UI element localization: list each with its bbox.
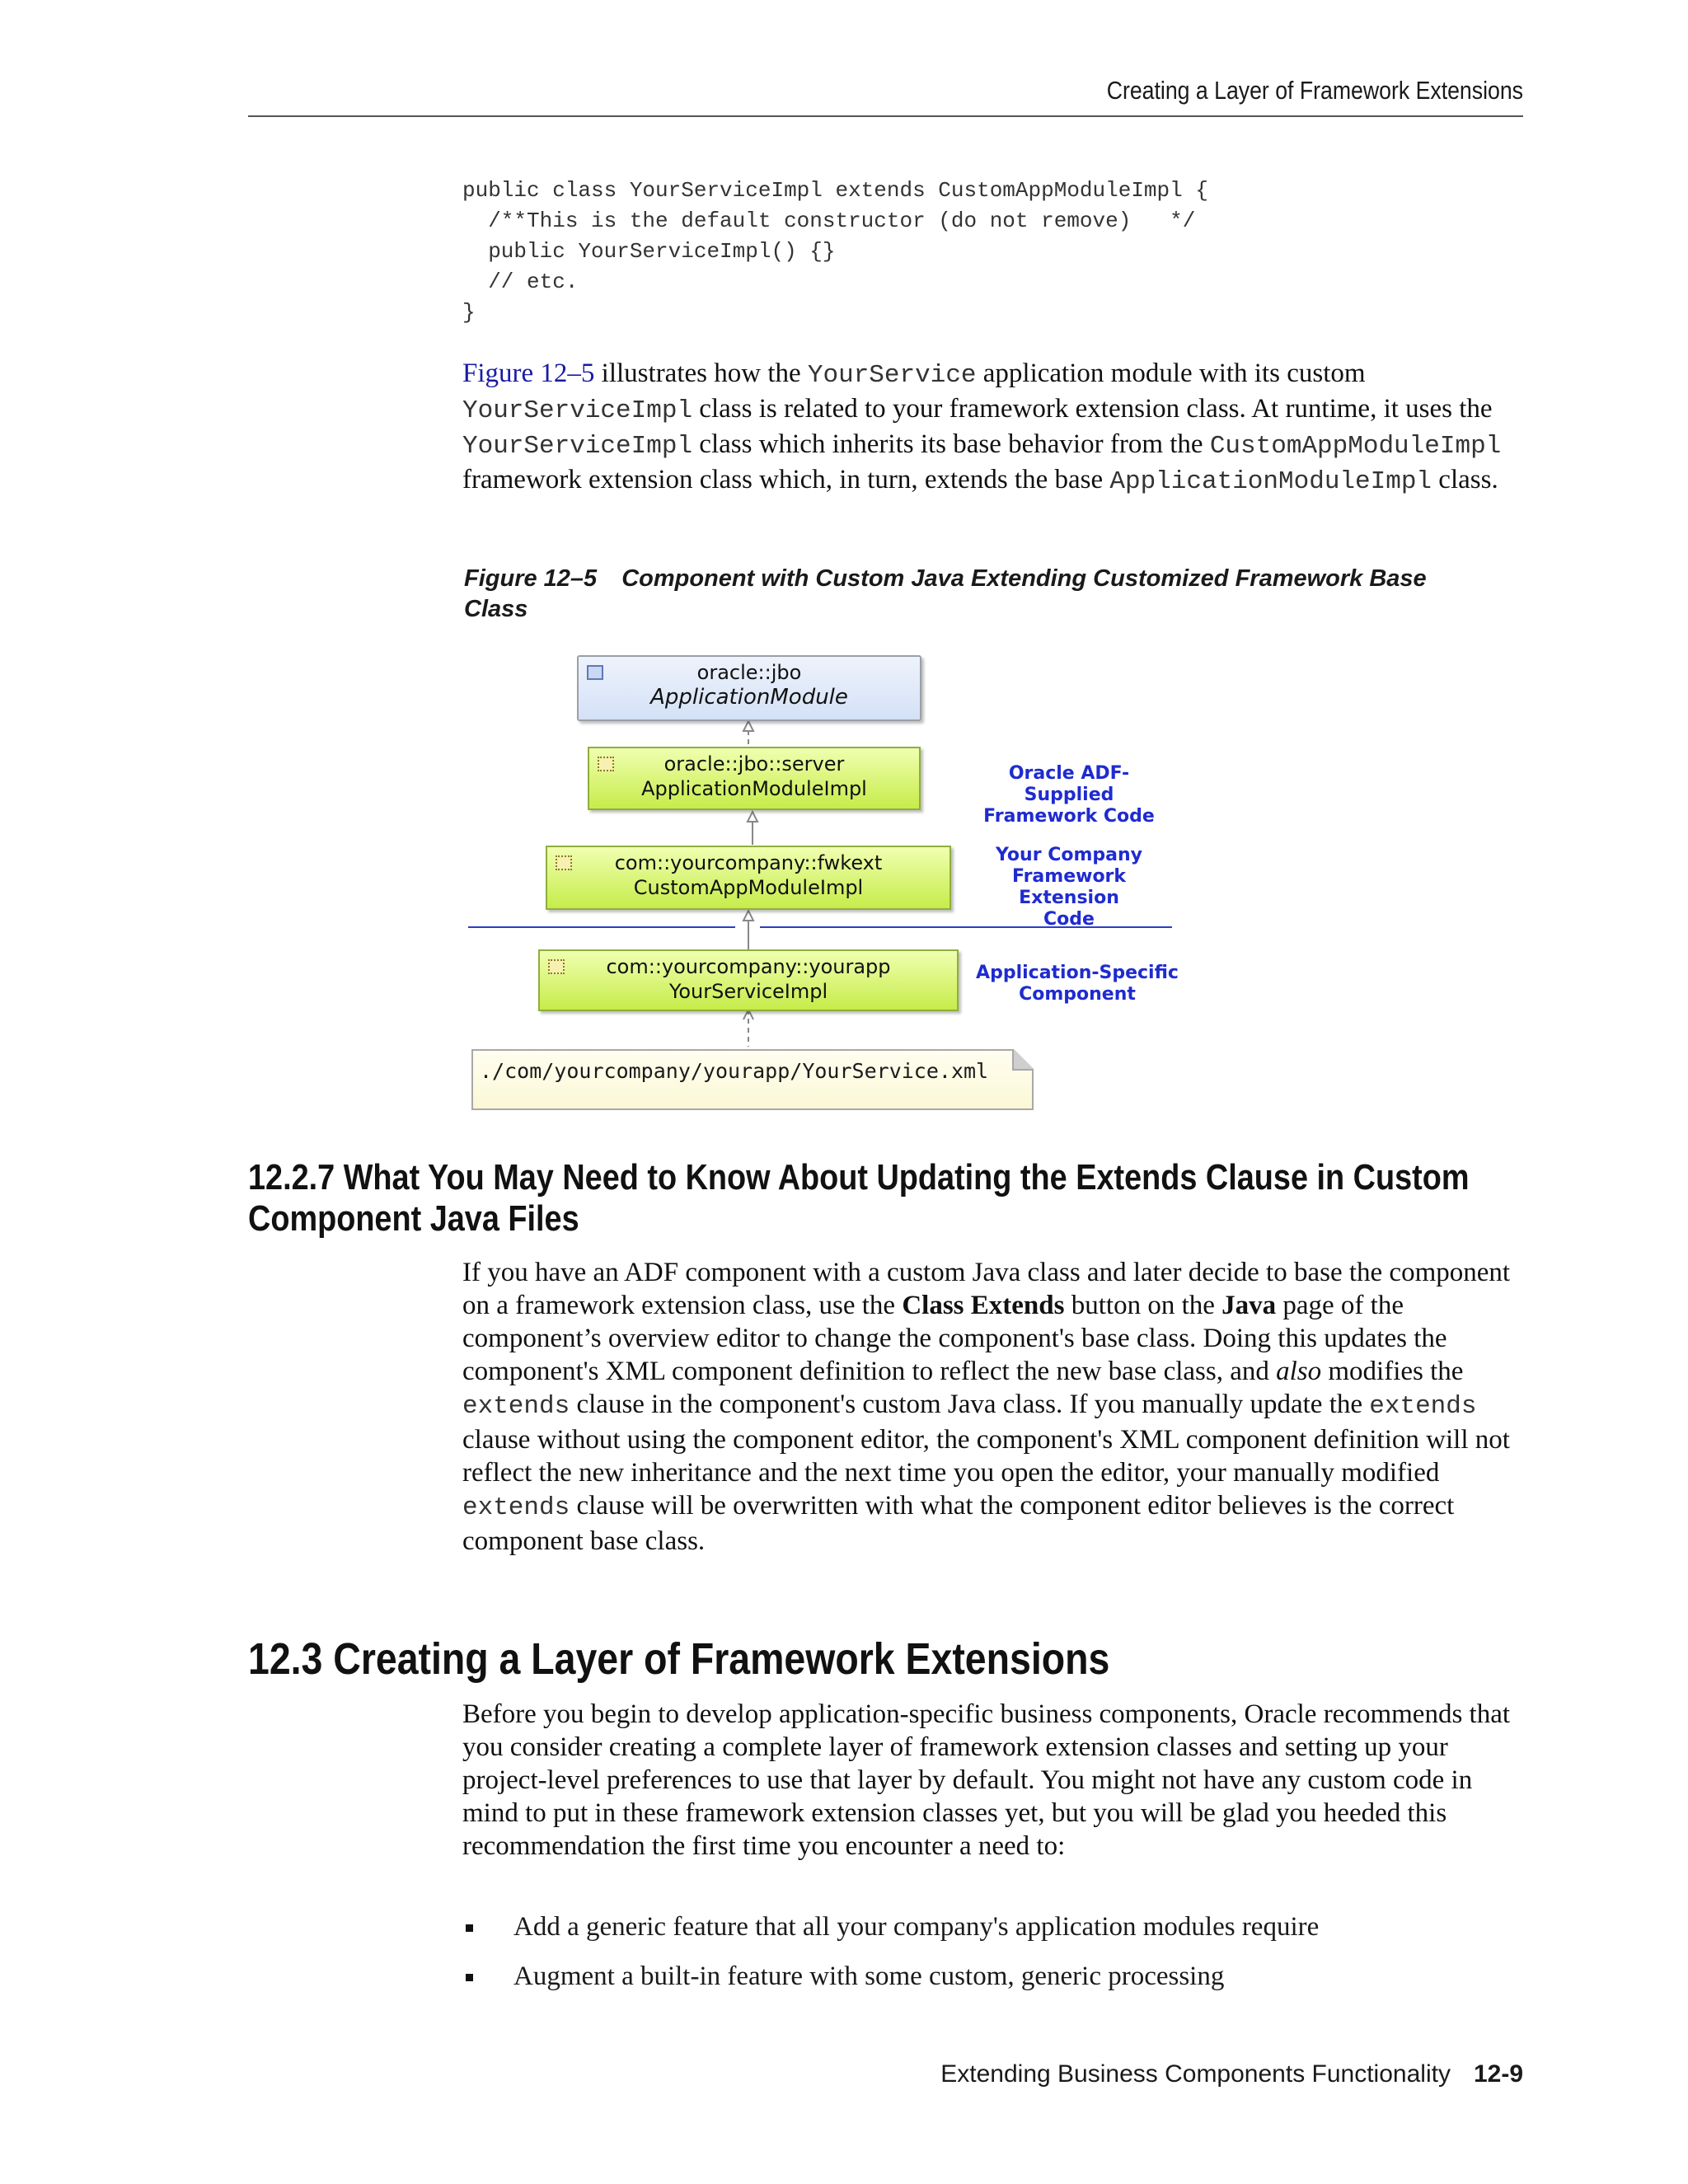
- class-name: YourServiceImpl: [668, 980, 828, 1003]
- text: page of the component’s overview editor to change the component's base class. Doing this updates the component's XML component definition to reflect the new base class, and: [462, 1291, 1447, 1386]
- class-box-applicationmoduleimpl: [588, 747, 921, 810]
- code-inline: YourServiceImpl: [462, 396, 693, 425]
- text: application module with its custom: [976, 359, 1366, 388]
- text: framework extension class which, in turn, extends the base: [462, 465, 1110, 494]
- section-heading-12-2-7: [248, 1157, 1470, 1240]
- code-inline: extends: [462, 1493, 570, 1522]
- text: class which inherits its base behavior from the: [692, 429, 1210, 459]
- arrow-head: [743, 911, 753, 921]
- figure-link[interactable]: Figure 12–5: [462, 359, 595, 388]
- heading-line: 12.2.7 What You May Need to Know About Updating the Extends Clause in Custom: [248, 1157, 1470, 1197]
- xml-file-note: [471, 1049, 1034, 1110]
- class-box-applicationmodule: [577, 655, 921, 721]
- emphasis: also: [1276, 1357, 1322, 1386]
- class-name: ApplicationModule: [650, 685, 848, 710]
- list-item: [462, 1910, 1534, 1943]
- layer-label-oracle: Oracle ADF-Supplied Framework Code: [983, 763, 1155, 827]
- page-number: 12-9: [1473, 2060, 1523, 2088]
- class-name: ApplicationModuleImpl: [641, 777, 867, 800]
- package-name: com::yourcompany::fwkext: [614, 851, 883, 874]
- bullet-list: [462, 1910, 1534, 2009]
- header-rule: [248, 115, 1523, 117]
- heading-line: Component Java Files: [248, 1198, 579, 1239]
- class-icon: [548, 959, 565, 974]
- intro-paragraph: [462, 357, 1526, 499]
- package-name: com::yourcompany::yourapp: [606, 955, 891, 978]
- code-inline: YourServiceImpl: [462, 432, 693, 461]
- list-item-text: Add a generic feature that all your company's application modules require: [513, 1912, 1320, 1942]
- footer-title: Extending Business Components Functionality: [940, 2060, 1451, 2088]
- figure-caption: [464, 564, 1494, 625]
- text: button on the: [1064, 1291, 1222, 1320]
- code-line: // etc.: [462, 269, 579, 294]
- code-line: public class YourServiceImpl extends CustomAppModuleImpl {: [462, 178, 1208, 203]
- text: clause will be overwritten with what the component editor believes is the correct component base class.: [462, 1491, 1455, 1556]
- note-fold-icon: [1012, 1049, 1034, 1071]
- class-box-yourserviceimpl: [538, 949, 959, 1011]
- code-block: [462, 176, 1208, 328]
- list-item: [462, 1960, 1534, 1993]
- arrow-head: [743, 721, 753, 731]
- section-12-3-paragraph: Before you begin to develop application-specific business components, Oracle recommends that you consider creating a complete layer of framework extension classes and setting up your project-level preferences to use that layer by default. You might not have any custom code in mind to put in these framework extension classes yet, but you will be glad you heeded this recommendation the first time you encounter a need to:: [462, 1699, 1511, 1861]
- text: clause in the component's custom Java class. If you manually update the: [570, 1390, 1370, 1419]
- class-name: CustomAppModuleImpl: [633, 876, 864, 899]
- note-text: ./com/yourcompany/yourapp/YourService.xml: [480, 1059, 989, 1083]
- figure-number: Figure 12–5: [464, 565, 598, 592]
- class-box-customappmoduleimpl: [546, 846, 951, 910]
- list-item-text: Augment a built-in feature with some custom, generic processing: [513, 1961, 1225, 1991]
- section-12-2-7-paragraph: [462, 1256, 1526, 1558]
- package-name: oracle::jbo: [696, 661, 802, 684]
- bullet-square-icon: [466, 1974, 473, 1981]
- layer-label-application: Application-Specific Component: [976, 963, 1179, 1005]
- class-icon: [598, 757, 614, 771]
- text: If you have an ADF component with a custom Java class and later decide to base the component on a framework extension class, use the: [462, 1258, 1511, 1320]
- ui-term: Java: [1221, 1291, 1277, 1320]
- class-diagram: [462, 643, 1187, 1113]
- text: class is related to your framework extension class. At runtime, it uses the: [692, 394, 1493, 424]
- code-inline: CustomAppModuleImpl: [1209, 432, 1502, 461]
- code-inline: extends: [462, 1392, 570, 1421]
- arrow-head: [748, 812, 757, 822]
- code-line: /**This is the default constructor (do not remove) */: [462, 209, 1196, 233]
- code-inline: extends: [1369, 1392, 1477, 1421]
- code-inline: ApplicationModuleImpl: [1109, 467, 1432, 496]
- interface-icon: [587, 665, 603, 680]
- figure-title: Component with Custom Java Extending Customized Framework Base Class: [464, 565, 1427, 622]
- class-icon: [556, 855, 572, 870]
- running-header: Creating a Layer of Framework Extensions: [1106, 76, 1523, 105]
- section-heading-12-3: 12.3 Creating a Layer of Framework Extensions: [248, 1634, 1110, 1684]
- text: clause without using the component editor, the component's XML component definition will not reflect the new inheritance and the next time you open the editor, your manually modified: [462, 1425, 1510, 1488]
- bullet-square-icon: [466, 1924, 473, 1932]
- package-name: oracle::jbo::server: [663, 752, 845, 776]
- ui-term: Class Extends: [902, 1291, 1065, 1320]
- code-line: }: [462, 300, 476, 325]
- text: illustrates how the: [594, 359, 808, 388]
- layer-label-company: Your Company Framework Extension Code: [996, 845, 1142, 930]
- page-footer: [940, 2060, 1523, 2088]
- text: modifies the: [1321, 1357, 1464, 1386]
- code-line: public YourServiceImpl() {}: [462, 239, 836, 264]
- text: class.: [1432, 465, 1498, 494]
- code-inline: YourService: [807, 361, 977, 390]
